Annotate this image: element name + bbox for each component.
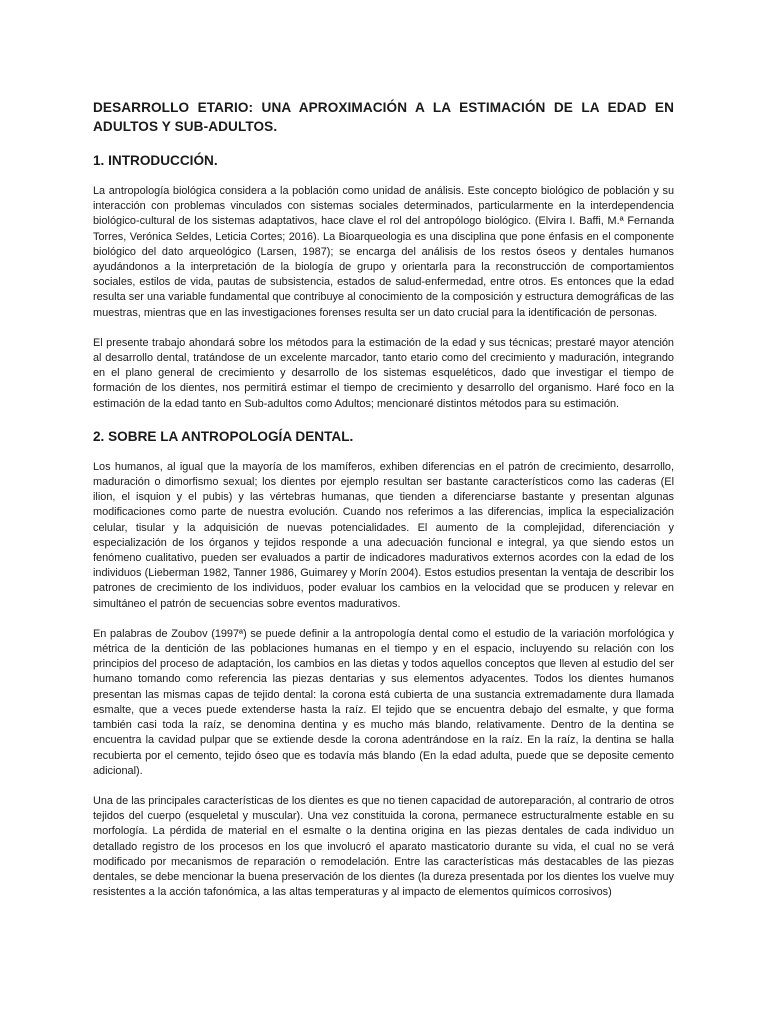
paragraph: La antropología biológica considera a la población como unidad de análisis. Este concepto biológico de población y su interacción con problemas vinculados con sistemas sociales determinados, particularmente en la interdependencia biológico-cultural de los sistemas adaptativos, hace clave el rol del antropólogo biológico. (Elvira I. Baffi, M.ª Fernanda Torres, Verónica Seldes, Leticia Cortes; 2016). La Bioarqueologia es una disciplina que pone énfasis en el componente biológico del dato arqueológico (Larsen, 1987); se encarga del análisis de los restos óseos y dentales humanos ayudándonos a la interpretación de la biología de grupo y orientarla para la reconstrucción de comportamientos sociales, estilos de vida, pautas de subsistencia, estados de salud-enfermedad, entre otros. Es entonces que la edad resulta ser una variable fundamental que contribuye al conocimiento de la composición y estructura demográficas de las muestras, mientras que en las investigaciones forenses resulta ser un dato crucial para la identificación de personas. (93, 185, 674, 319)
paragraph: El presente trabajo ahondará sobre los métodos para la estimación de la edad y sus técnicas; prestaré mayor atención al desarrollo dental, tratándose de un excelente marcador, tanto etario como del crecimiento y maduración, integrando en el plano general de crecimiento y desarrollo de los sistemas esqueléticos, dado que investigar el tiempo de formación de los dientes, nos permitirá estimar el tiempo de crecimiento y desarrollo del organismo. Haré foco en la estimación de la edad tanto en Sub-adultos como Adultos; mencionaré distintos métodos para su estimación. (93, 336, 674, 410)
paragraph: En palabras de Zoubov (1997ª) se puede definir a la antropología dental como el estudio de la variación morfológica y métrica de la dentición de las poblaciones humanas en el tiempo y en el espacio, incluyendo su relación con los principios del proceso de adaptación, los cambios en las dietas y todos aquellos conceptos que lleven al estudio del ser humano tomando como referencia las piezas dentarias y sus elementos adyacentes. Todos los dientes humanos presentan las mismas capas de tejido dental: la corona está cubierta de una sustancia extremadamente dura llamada esmalte, que a veces puede extenderse hasta la raíz. El tejido que se encuentra debajo del esmalte, y que forma también casi toda la raíz, se denomina dentina y es mucho más blando, relativamente. Dentro de la dentina se encuentra la cavidad pulpar que se extiende desde la corona adentrándose en la raíz. En la raíz, la dentina se halla recubierta por el cemento, tejido óseo que es todavía más blando (En la edad adulta, puede que se deposite cemento adicional). (93, 627, 674, 777)
paragraph: Una de las principales características de los dientes es que no tienen capacidad de autoreparación, al contrario de otros tejidos del cuerpo (esqueletal y muscular). Una vez constituida la corona, permanece estructuralmente estable en su morfología. La pérdida de material en el esmalte o la dentina origina en las piezas dentales de cada individuo un detallado registro de los procesos en los que involucró el aparato masticatorio durante su vida, el cual no se verá modificado por mecanismos de reparación o remodelación. Entre las características más destacables de las piezas dentales, se debe mencionar la buena preservación de los dientes (la dureza presentada por los dientes los vuelve muy resistentes a la acción tafonómica, a las altas temperaturas y al impacto de elementos químicos corrosivos) (93, 794, 674, 899)
paragraph: Los humanos, al igual que la mayoría de los mamíferos, exhiben diferencias en el patrón de crecimiento, desarrollo, maduración o dimorfismo sexual; los dientes por ejemplo resultan ser bastante característicos como las caderas (El ilion, el isquion y el pubis) y las vértebras humanas, que tienden a diferenciarse bastante y presentan algunas modificaciones como parte de nuestra evolución. Cuando nos referimos a las diferencias, implica la especialización celular, tisular y la adquisición de nuevas potencialidades. El aumento de la complejidad, diferenciación y especialización de los órganos y tejidos responde a una adecuación funcional e integral, ya que siendo estos un fenómeno cualitativo, pueden ser evaluados a partir de indicadores madurativos externos acordes con la edad de los individuos (Lieberman 1982, Tanner 1986, Guimarey y Morín 2004). Estos estudios presentan la ventaja de describir los patrones de crecimiento de los individuos, poder evaluar los cambios en la velocidad que se producen y relevar en simultáneo el patrón de secuencias sobre eventos madurativos. (93, 460, 674, 610)
section-heading-introduccion: 1. INTRODUCCIÓN. (93, 153, 218, 168)
document-title: DESARROLLO ETARIO: UNA APROXIMACIÓN A LA ESTIMACIÓN DE LA EDAD EN ADULTOS Y SUB-ADULTOS. (93, 100, 674, 134)
section-heading-antropologia-dental: 2. SOBRE LA ANTROPOLOGÍA DENTAL. (93, 428, 354, 444)
